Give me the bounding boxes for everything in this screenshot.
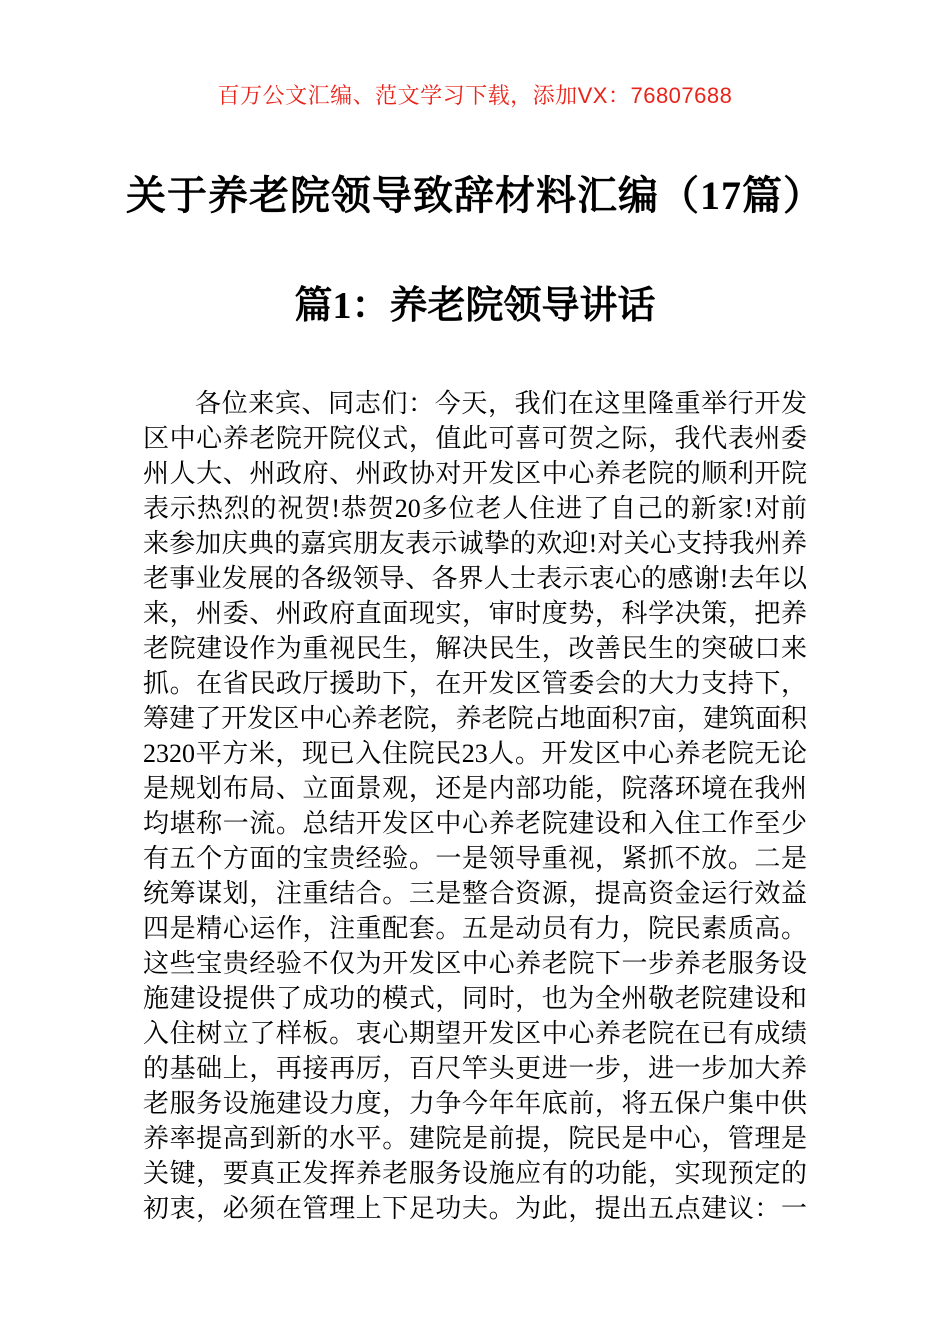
body-line: 2320平方米，现已入住院民23人。开发区中心养老院无论: [143, 739, 807, 768]
body-line: 抓。在省民政厅援助下，在开发区管委会的大力支持下，: [143, 669, 807, 698]
body-line: 来参加庆典的嘉宾朋友表示诚挚的欢迎!对关心支持我州养: [143, 529, 807, 558]
body-line: 有五个方面的宝贵经验。一是领导重视，紧抓不放。二是: [143, 844, 807, 873]
body-line: 来，州委、州政府直面现实，审时度势，科学决策，把养: [143, 599, 807, 628]
body-line: 的基础上，再接再厉，百尺竿头更进一步，进一步加大养: [143, 1054, 807, 1083]
body-line: 入住树立了样板。衷心期望开发区中心养老院在已有成绩: [143, 1019, 807, 1048]
body-line: 四是精心运作，注重配套。五是动员有力，院民素质高。: [143, 914, 807, 943]
body-line: 老院建设作为重视民生，解决民生，改善民生的突破口来: [143, 634, 807, 663]
body-line: 这些宝贵经验不仅为开发区中心养老院下一步养老服务设: [143, 949, 807, 978]
section-heading: 篇1：养老院领导讲话: [294, 285, 656, 327]
body-line: 是规划布局、立面景观，还是内部功能，院落环境在我州: [143, 774, 807, 803]
body-line: 老事业发展的各级领导、各界人士表示衷心的感谢!去年以: [143, 564, 807, 593]
body-line: 统筹谋划，注重结合。三是整合资源，提高资金运行效益: [143, 879, 807, 908]
body-line: 关键，要真正发挥养老服务设施应有的功能，实现预定的: [143, 1159, 807, 1188]
promo-notice-banner: 百万公文汇编、范文学习下载，添加VX：76807688: [217, 83, 733, 108]
document-title: 关于养老院领导致辞材料汇编（17篇）: [126, 173, 824, 218]
body-line: 区中心养老院开院仪式，值此可喜可贺之际，我代表州委: [143, 424, 807, 453]
body-line: 均堪称一流。总结开发区中心养老院建设和入住工作至少: [143, 809, 807, 838]
document-body: [143, 386, 807, 1226]
body-line: 州人大、州政府、州政协对开发区中心养老院的顺利开院: [143, 459, 807, 488]
body-line: 施建设提供了成功的模式，同时，也为全州敬老院建设和: [143, 984, 807, 1013]
body-line: 老服务设施建设力度，力争今年年底前，将五保户集中供: [143, 1089, 807, 1118]
body-line: 筹建了开发区中心养老院，养老院占地面积7亩，建筑面积: [143, 704, 807, 733]
body-line: 养率提高到新的水平。建院是前提，院民是中心，管理是: [143, 1124, 807, 1153]
body-line: 表示热烈的祝贺!恭贺20多位老人住进了自己的新家!对前: [143, 494, 807, 523]
body-line: 初衷，必须在管理上下足功夫。为此，提出五点建议：一: [143, 1194, 807, 1223]
body-line: 各位来宾、同志们：今天，我们在这里隆重举行开发: [195, 389, 807, 418]
